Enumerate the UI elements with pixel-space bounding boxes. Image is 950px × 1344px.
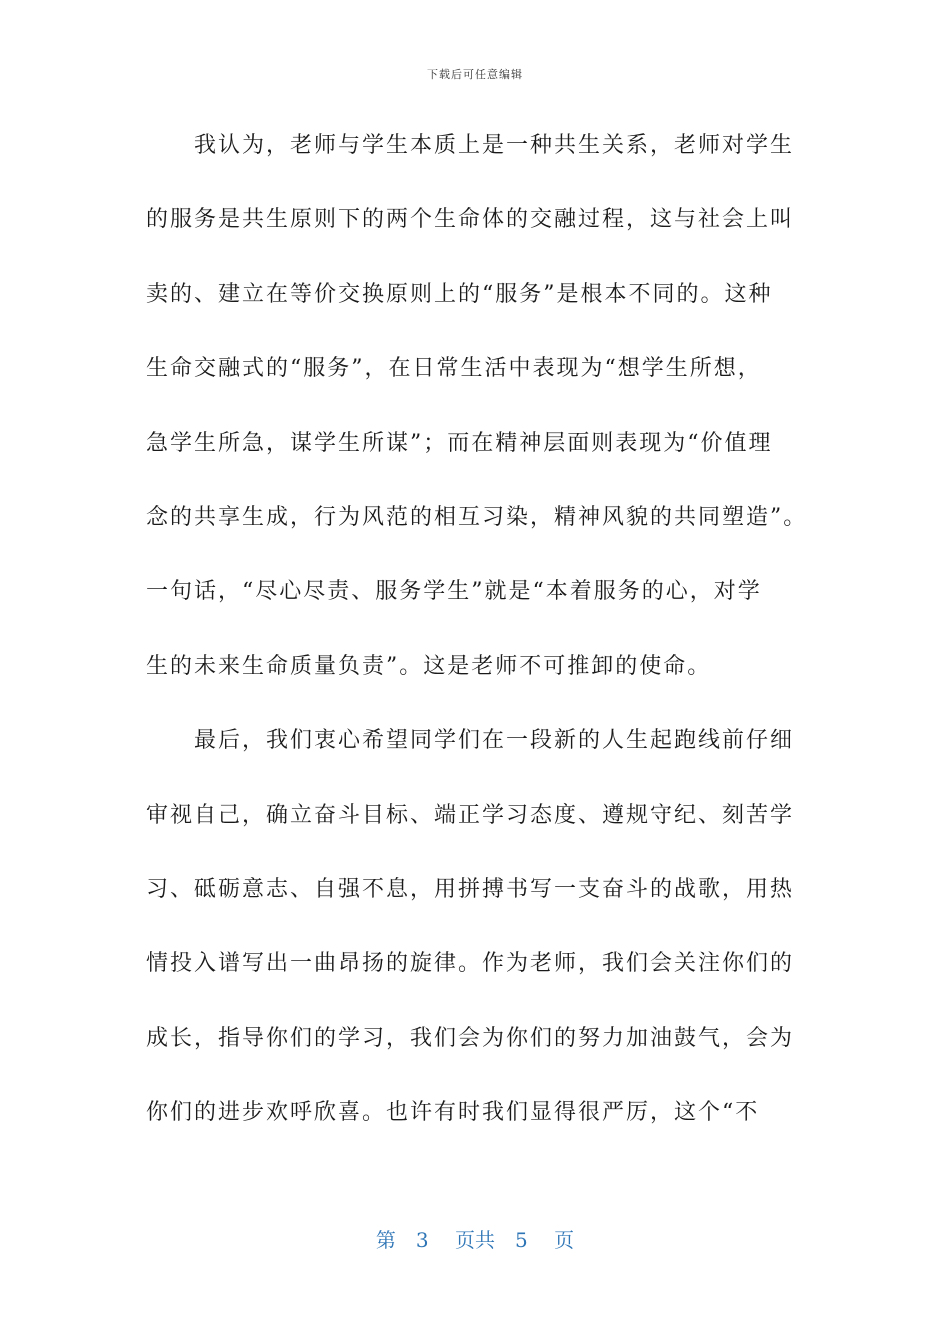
text-line: 念的共享生成，行为风范的相互习染，精神风貌的共同塑造”。 [146, 504, 808, 530]
text-line: 你们的进步欢呼欣喜。也许有时我们显得很严厉，这个“不 [146, 1100, 760, 1126]
text-line: 习、砥砺意志、自强不息，用拼搏书写一支奋斗的战歌，用热 [146, 876, 795, 902]
body-text [146, 120, 806, 1161]
text-line: 生命交融式的“服务”，在日常生活中表现为“想学生所想， [146, 356, 762, 382]
text-line: 成长，指导你们的学习，我们会为你们的努力加油鼓气，会为 [146, 1025, 795, 1051]
page-number: 第 3 页共 5 页 [375, 1228, 575, 1252]
text-line: 情投入谱写出一曲昂扬的旋律。作为老师，我们会关注你们的 [146, 951, 795, 977]
text-line: 急学生所急，谋学生所谋”；而在精神层面则表现为“价值理 [146, 430, 773, 456]
text-line: 生的未来生命质量负责”。这是老师不可推卸的使命。 [146, 653, 712, 679]
text-line: 我认为，老师与学生本质上是一种共生关系，老师对学生 [146, 133, 795, 158]
header-note: 下载后可任意编辑 [427, 68, 523, 81]
text-line: 一句话，“尽心尽责、服务学生”就是“本着服务的心，对学 [146, 579, 762, 605]
text-line: 卖的、建立在等价交换原则上的“服务”是根本不同的。这种 [146, 281, 773, 307]
text-line: 审视自己，确立奋斗目标、端正学习态度、遵规守纪、刻苦学 [146, 802, 795, 828]
text-line: 最后，我们衷心希望同学们在一段新的人生起跑线前仔细 [146, 728, 795, 754]
text-line: 的服务是共生原则下的两个生命体的交融过程，这与社会上叫 [146, 207, 795, 233]
